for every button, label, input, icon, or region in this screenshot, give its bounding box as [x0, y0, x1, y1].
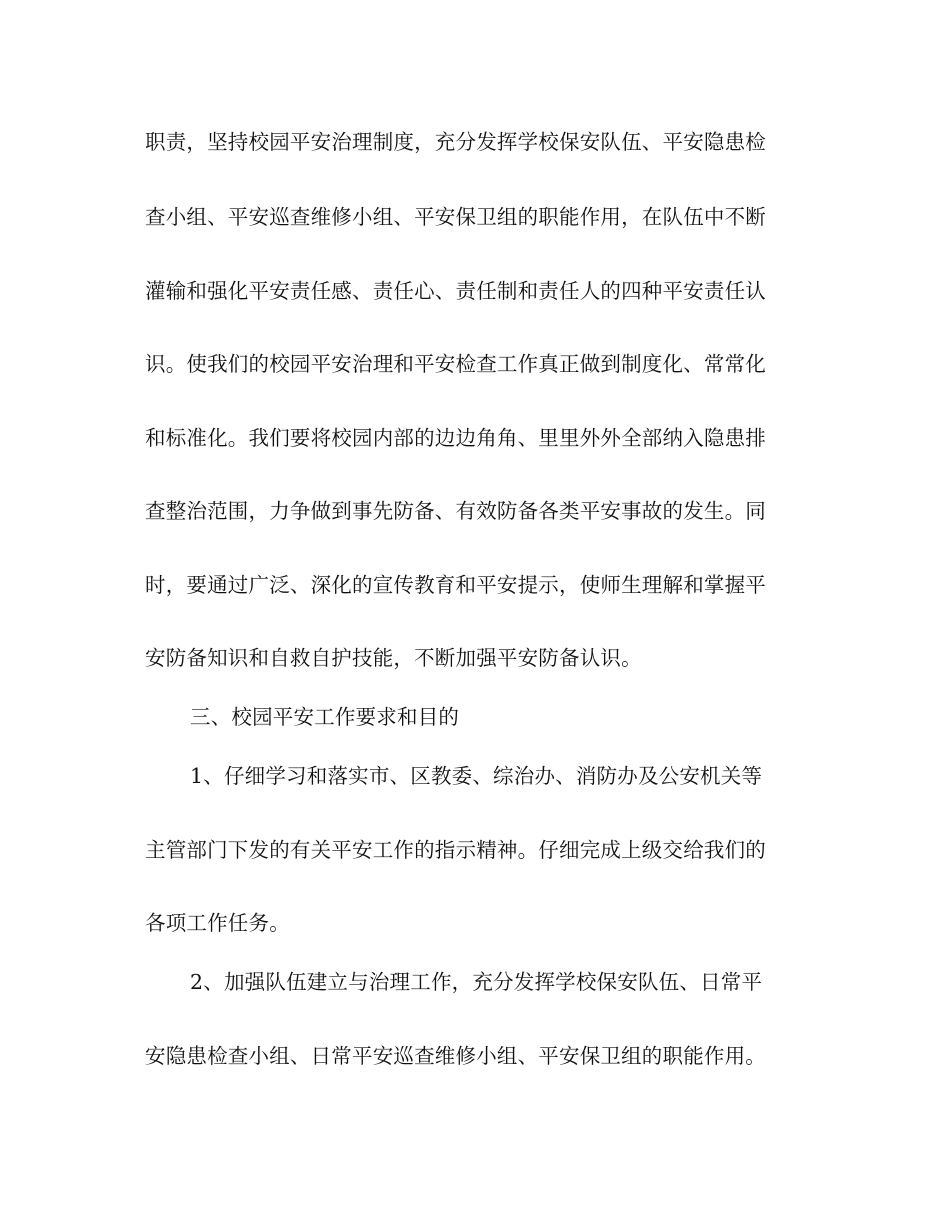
paragraph-line: 时，要通过广泛、深化的宣传教育和平安提示，使师生理解和掌握平 [145, 573, 766, 597]
paragraph-line: 2、加强队伍建立与治理工作，充分发挥学校保安队伍、日常平 [190, 970, 763, 994]
paragraph-line: 各项工作任务。 [145, 911, 290, 935]
paragraph-line: 识。使我们的校园平安治理和平安检查工作真正做到制度化、常常化 [145, 352, 766, 376]
section-heading: 三、校园平安工作要求和目的 [190, 705, 460, 729]
paragraph-line: 主管部门下发的有关平安工作的指示精神。仔细完成上级交给我们的 [145, 838, 766, 862]
paragraph-line: 和标准化。我们要将校园内部的边边角角、里里外外全部纳入隐患排 [145, 426, 766, 450]
paragraph-line: 安隐患检查小组、日常平安巡查维修小组、平安保卫组的职能作用。 [145, 1044, 766, 1068]
paragraph-line: 安防备知识和自救自护技能，不断加强平安防备认识。 [145, 646, 642, 670]
paragraph-line: 查小组、平安巡查维修小组、平安保卫组的职能作用，在队伍中不断 [145, 205, 766, 229]
paragraph-line: 1、仔细学习和落实市、区教委、综治办、消防办及公安机关等 [190, 764, 763, 788]
paragraph-line: 查整治范围，力争做到事先防备、有效防备各类平安事故的发生。同 [145, 499, 766, 523]
paragraph-line: 职责，坚持校园平安治理制度，充分发挥学校保安队伍、平安隐患检 [145, 130, 766, 154]
paragraph-line: 灌输和强化平安责任感、责任心、责任制和责任人的四种平安责任认 [145, 279, 766, 303]
